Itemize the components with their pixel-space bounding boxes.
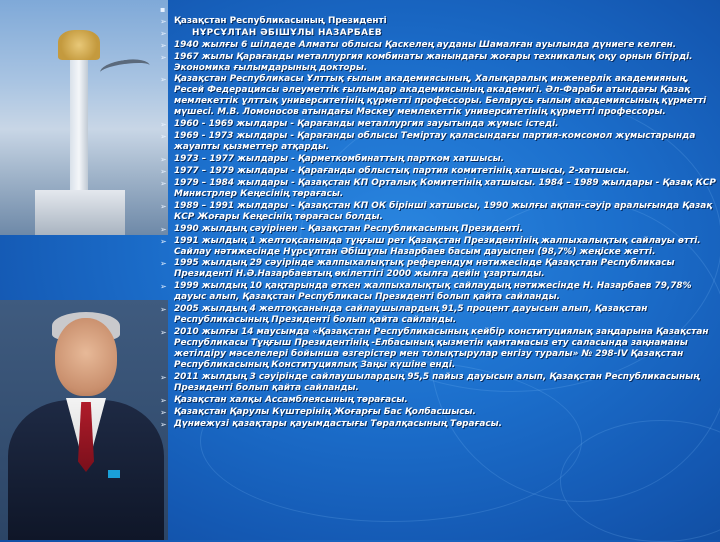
bullet-text: Қазақстан Республикасының Президенті: [174, 15, 387, 26]
bullet-arrow-icon: ➢: [160, 155, 167, 165]
bullet-arrow-icon: ➢: [160, 178, 167, 188]
bullet-arrow-icon: ➢: [160, 40, 167, 50]
bullet-item: [160, 131, 716, 153]
bullet-item: [160, 372, 716, 394]
bullet-text: Қазақстан Қарулы Күштерінің Жоғарғы Бас Қолбасшысы.: [174, 406, 476, 417]
bullet-item: [160, 258, 716, 280]
bullet-text: 2010 жылғы 14 маусымда «Қазақстан Республикасының кейбір конституциялық заңдарына Қазақстан Республикасы Тұңғыш Президентінің -Елбасының қызметін қамтамасыз ету саласында заңнаманы жетілдіру мәселелері бойынша өзгерістер мен толықтырулар енгізу туралы» № 298-IV Қазақстан Республикасының Конституциялық Заңы күшіне енді.: [174, 327, 709, 371]
bullet-arrow-icon: ➢: [160, 407, 167, 417]
bullet-item: [160, 281, 716, 303]
bullet-text: 1991 жылдың 1 желтоқсанында тұңғыш рет Қазақстан Президентінің жалпыхалықтық сайлауы өтті. Сайлау нәтижесінде Нұрсұлтан Әбішұлы Назарбаев басым дауыспен (98,7%) жеңіске жетті.: [174, 235, 701, 257]
bullet-item: [160, 201, 716, 223]
bullet-item: [160, 304, 716, 326]
bullet-text: 1979 – 1984 жылдары - Қазақстан КП Орталық Комитетінің хатшысы. 1984 – 1989 жылдары - Қазақ КСР Министрлер Кеңесінің төрағасы.: [174, 177, 716, 199]
bullet-text: 1969 - 1973 жылдары - Қарағанды облысы Теміртау қаласындағы партия-комсомол жұмыстарында жауапты қызметтер атқарды.: [174, 131, 696, 153]
bullet-arrow-icon: ➢: [160, 236, 167, 246]
bullet-text: 2005 жылдың 4 желтоқсанында сайлаушылардың 91,5 процент дауысын алып, Қазақстан Республикасының Президенті болып қайта сайланды.: [174, 304, 648, 326]
bullet-item: [160, 236, 716, 258]
bullet-text: 1999 жылдың 10 қаңтарында өткен жалпыхалықтық сайлаудың нәтижесінде Н. Назарбаев 79,78% дауыс алып, Қазақстан Республикасы Президенті болып қайта сайланды.: [174, 281, 692, 303]
bullet-item: [160, 52, 716, 74]
bullet-item: [160, 16, 716, 27]
bullet-text: 1990 жылдың сәуірінен – Қазақстан Республикасының Президенті.: [174, 223, 523, 234]
bullet-arrow-icon: ➢: [160, 52, 167, 62]
bullet-item: [160, 28, 716, 39]
bullet-arrow-icon: ➢: [160, 419, 167, 429]
bullet-text: 1960 - 1969 жылдары - Қарағанды металлургия зауытында жұмыс істеді.: [174, 119, 559, 130]
bullet-item: [160, 166, 716, 177]
bullet-text: 1977 – 1979 жылдары - Қарағанды облыстық партия комитетінің хатшысы, 2-хатшысы.: [174, 166, 630, 177]
bullet-item: [160, 119, 716, 130]
bullet-arrow-icon: ➢: [160, 328, 167, 338]
bullet-arrow-icon: ➢: [160, 132, 167, 142]
bullet-text: Қазақстан халқы Ассамблеясының төрағасы.: [174, 394, 408, 405]
bullet-arrow-icon: ➢: [160, 120, 167, 130]
bullet-text: 1973 – 1977 жылдары - Қарметкомбинаттың партком хатшысы.: [174, 154, 504, 165]
bullet-text: Дүниежүзі қазақтары қауымдастығы Төралқасының Төрағасы.: [174, 418, 502, 429]
bullet-arrow-icon: ➢: [160, 395, 167, 405]
bullet-arrow-icon: ➢: [160, 28, 167, 38]
bullet-text: 1989 – 1991 жылдары - Қазақстан КП ОК бірінші хатшысы, 1990 жылғы ақпан-сәуір аралығында Қазақ КСР Жоғары Кеңесінің төрағасы болды.: [174, 200, 713, 222]
bullet-arrow-icon: ➢: [160, 201, 167, 211]
bullet-arrow-icon: ➢: [160, 373, 167, 383]
bullet-item: [160, 154, 716, 165]
bullet-text: 1967 жылы Қарағанды металлургия комбинаты жанындағы жоғары техникалық оқу орнын бітірді. Экономика ғылымдарының докторы.: [174, 51, 693, 73]
bullet-item: [160, 178, 716, 200]
bullet-arrow-icon: ➢: [160, 75, 167, 85]
bullet-text: НҰРСҰЛТАН ӘБІШҰЛЫ НАЗАРБАЕВ: [192, 27, 382, 38]
bullet-arrow-icon: ➢: [160, 282, 167, 292]
biography-list: [160, 4, 716, 431]
bullet-arrow-icon: ➢: [160, 16, 167, 26]
bullet-item: [160, 407, 716, 418]
bullet-arrow-icon: ▪: [160, 5, 166, 14]
bullet-item: [160, 224, 716, 235]
empty-bullet-item: [160, 4, 716, 15]
bullet-item: [160, 327, 716, 371]
bullet-text: 2011 жылдың 3 сәуірінде сайлаушылардың 95,5 пайыз дауысын алып, Қазақстан Республикасының Президенті болып қайта сайланды.: [174, 372, 700, 394]
bullet-arrow-icon: ➢: [160, 305, 167, 315]
bullet-arrow-icon: ➢: [160, 167, 167, 177]
bullet-arrow-icon: ➢: [160, 259, 167, 269]
bullet-item: [160, 419, 716, 430]
bullet-item: [160, 74, 716, 118]
bullet-item: [160, 395, 716, 406]
bullet-arrow-icon: ➢: [160, 224, 167, 234]
monument-photo: [0, 0, 168, 235]
bullet-text: Қазақстан Республикасы Ұлттық ғылым академиясының, Халықаралық инженерлік академияның, Ресей Федерациясы әлеуметтік ғылымдар академиясының академигі. Әл-Фараби атындағы Қазақ мемлекеттік ұлттық университетінің құрметті профессоры. Беларусь ғылым академиясының құрметті мүшесі. М.В. Ломоносов атындағы Мәскеу мемлекеттік университетінің құрметті профессоры.: [174, 74, 707, 118]
bullet-text: 1995 жылдың 29 сәуірінде жалпыхалықтық референдум нәтижесінде Қазақстан Республикасы Президенті Н.Ә.Назарбаевтың өкілеттігі 2000 жылға дейін ұзартылды.: [174, 258, 675, 280]
bullet-item: [160, 40, 716, 51]
bullet-text: 1940 жылғы 6 шілдеде Алматы облысы Қаскелең ауданы Шамалған ауылында дүниеге келген.: [174, 39, 677, 50]
